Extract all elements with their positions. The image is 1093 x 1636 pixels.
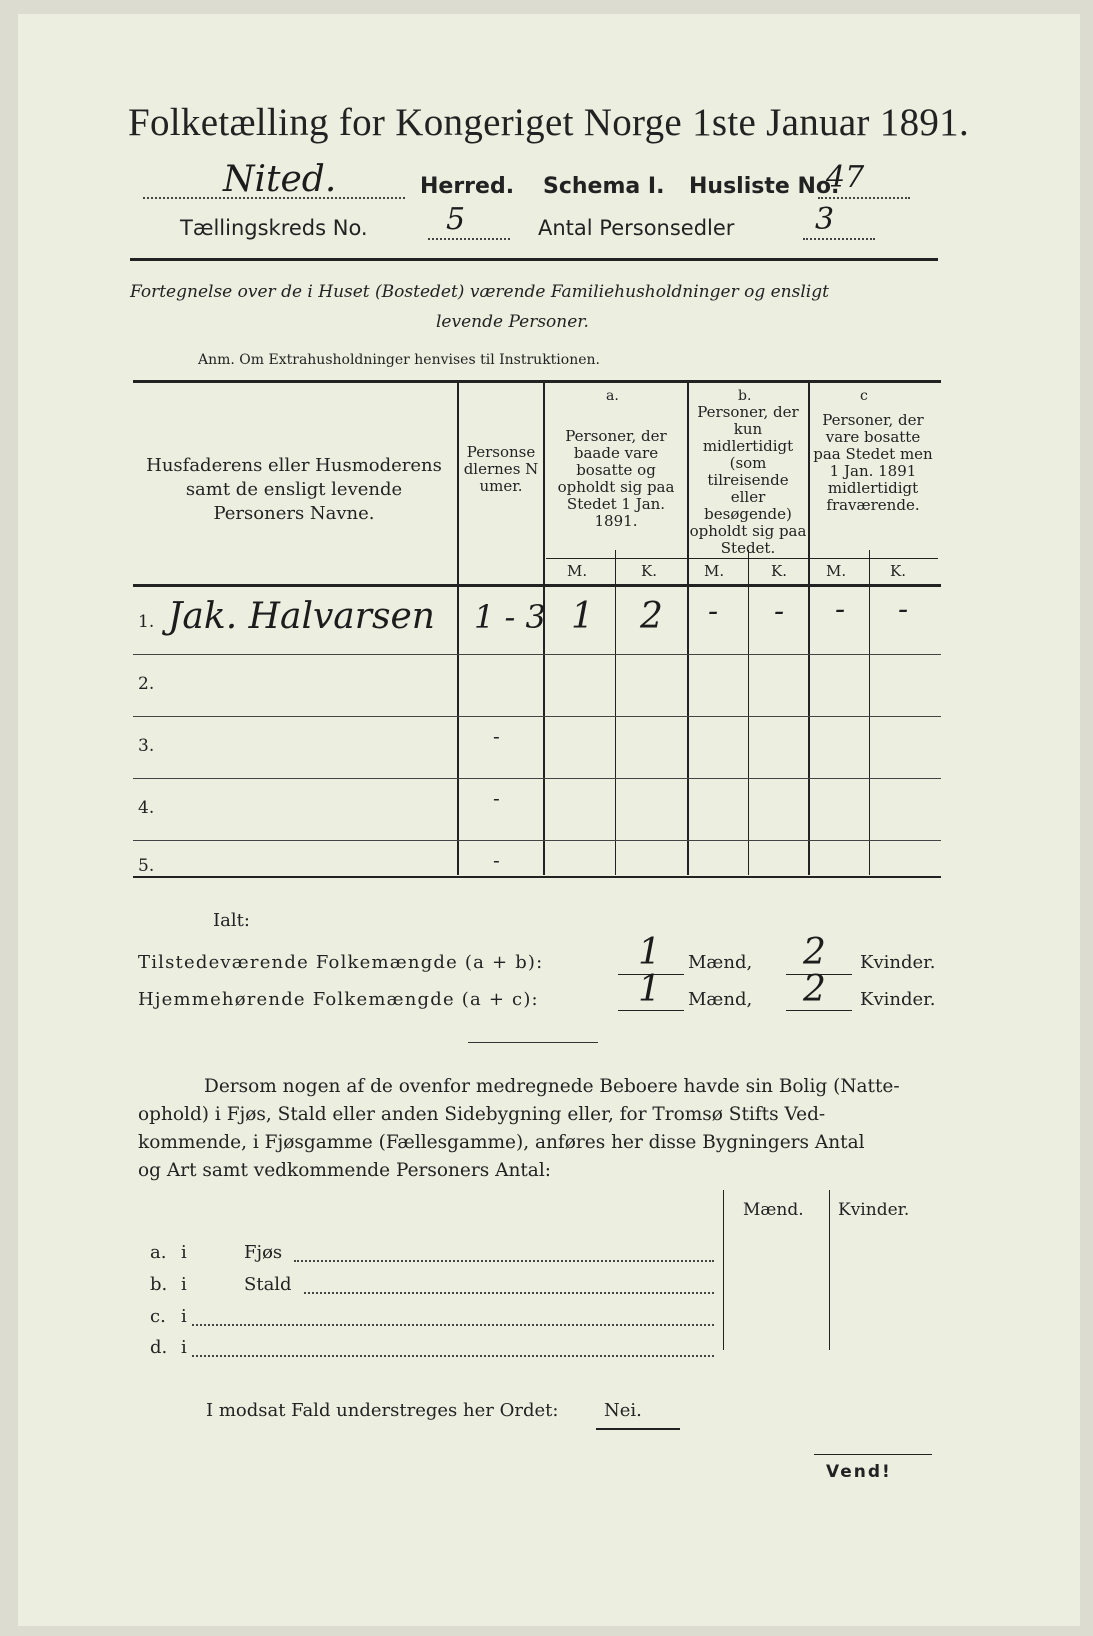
tilstede-kvinder-value: 2 [803,932,826,973]
building-c-i: i [181,1306,187,1327]
building-c-dots [192,1324,714,1326]
husliste-dotline [818,197,910,199]
hjemme-kvinder-value: 2 [803,969,826,1010]
building-d-letter: d. [150,1337,168,1358]
hjemme-maend-value: 1 [638,969,661,1010]
c-m-label: M. [826,562,847,580]
table-top-rule [133,380,941,383]
note-line3: kommende, i Fjøsgamme (Fællesgamme), anføres her disse Bygningers Antal [138,1132,865,1153]
modsat-text: I modsat Fald understreges her Ordet: [206,1400,559,1421]
row-3-num: - [493,724,500,748]
hjemme-label: Hjemmehørende Folkemængde (a + c): [138,989,539,1010]
building-a-letter: a. [150,1242,167,1263]
taellingskreds-dotline [428,238,510,240]
ialt-label: Ialt: [213,910,250,931]
taellingskreds-label: Tællingskreds No. [180,216,368,240]
hjemme-m-line [618,1010,684,1011]
row-line-3 [133,778,941,779]
row-line-2 [133,716,941,717]
row-1-c-k: - [898,592,909,627]
herred-label: Herred. [420,174,515,199]
col-name-header: Husfaderens eller Husmoderens samt de ensligt levende Personers Navne. [146,455,442,524]
building-b-label: Stald [244,1274,292,1295]
row-4-no: 4. [138,798,155,818]
buildings-kvinder-header: Kvinder. [838,1200,910,1220]
row-1-b-k: - [774,594,785,629]
hjemme-maend-label: Mænd, [688,989,753,1010]
row-1-b-m: - [708,594,719,629]
intro-line2: levende Personer. [436,312,589,332]
col-b-header: Personer, der kun midlertidigt (som tilreisende eller besøgende) opholdt sig paa Stedet. [689,403,807,557]
col-subdivider-b [748,550,749,875]
row-1-num: 1 - 3 [474,598,546,636]
row-2-no: 2. [138,674,155,694]
antal-dotline [803,238,875,240]
col-b-letter: b. [738,388,752,404]
intro-line1: Fortegnelse over de i Huset (Bostedet) værende Familiehusholdninger og ensligt [130,282,829,302]
tilstede-maend-value: 1 [638,932,661,973]
a-k-label: K. [641,562,657,580]
row-line-4 [133,840,941,841]
separator-short [468,1042,598,1043]
vend-rule [814,1454,932,1455]
nei-underline [596,1428,680,1430]
building-a-i: i [181,1242,187,1263]
tilstede-kvinder-label: Kvinder. [860,952,936,973]
col-subdivider-c [869,550,870,875]
building-c-letter: c. [150,1306,166,1327]
row-5-no: 5. [138,856,155,876]
anm-note: Anm. Om Extrahusholdninger henvises til Instruktionen. [198,352,600,368]
census-form [18,14,1080,1626]
col-num-header: Personsedlernes Numer. [463,443,539,495]
b-m-label: M. [704,562,725,580]
building-a-dots [294,1260,714,1262]
schema-label: Schema I. [543,174,665,199]
note-line4: og Art samt vedkommende Personers Antal: [138,1160,551,1181]
building-b-dots [304,1292,714,1294]
row-3-no: 3. [138,736,155,756]
husliste-label: Husliste No. [689,174,840,199]
table-bottom-rule [133,876,941,878]
b-k-label: K. [771,562,787,580]
building-d-dots [192,1355,714,1357]
row-1-name: Jak. Halvarsen [168,596,435,637]
mk-rule [546,558,938,559]
hjemme-k-line [786,1010,852,1011]
table-header-rule [133,584,941,587]
nei-word: Nei. [604,1400,642,1421]
buildings-divider-2 [829,1190,830,1350]
row-1-no: 1. [138,612,155,632]
building-d-i: i [181,1337,187,1358]
antal-value: 3 [815,202,835,237]
tilstede-label: Tilstedeværende Folkemængde (a + b): [138,952,544,973]
row-line-1 [133,654,941,655]
col-subdivider-a [615,550,616,875]
col-divider-1 [457,380,459,875]
husliste-value: 47 [826,160,865,195]
buildings-maend-header: Mænd. [743,1200,804,1220]
building-a-label: Fjøs [244,1242,283,1263]
tilstede-maend-label: Mænd, [688,952,753,973]
a-m-label: M. [567,562,588,580]
row-1-c-m: - [835,592,846,627]
header-rule [130,258,938,261]
form-title: Folketælling for Kongeriget Norge 1ste Januar 1891. [128,101,970,144]
col-c-header: Personer, der vare bosatte paa Stedet men 1 Jan. 1891 midlertidigt fraværende. [813,411,933,514]
vend-text: Vend! [826,1462,892,1482]
row-1-a-m: 1 [571,596,594,637]
building-b-letter: b. [150,1274,168,1295]
antal-label: Antal Personsedler [538,216,735,240]
row-1-a-k: 2 [640,596,663,637]
building-b-i: i [181,1274,187,1295]
col-a-letter: a. [606,388,619,404]
c-k-label: K. [890,562,906,580]
buildings-divider-1 [723,1190,724,1350]
note-line1: Dersom nogen af de ovenfor medregnede Beboere havde sin Bolig (Natte- [204,1076,900,1097]
herred-value: Nited. [223,159,337,200]
note-line2: ophold) i Fjøs, Stald eller anden Sidebygning eller, for Tromsø Stifts Ved- [138,1104,826,1125]
col-c-letter: c [860,388,868,404]
taellingskreds-value: 5 [446,202,466,237]
row-5-num: - [493,848,500,872]
col-a-header: Personer, der baade vare bosatte og opholdt sig paa Stedet 1 Jan. 1891. [557,427,675,530]
row-4-num: - [493,786,500,810]
hjemme-kvinder-label: Kvinder. [860,989,936,1010]
